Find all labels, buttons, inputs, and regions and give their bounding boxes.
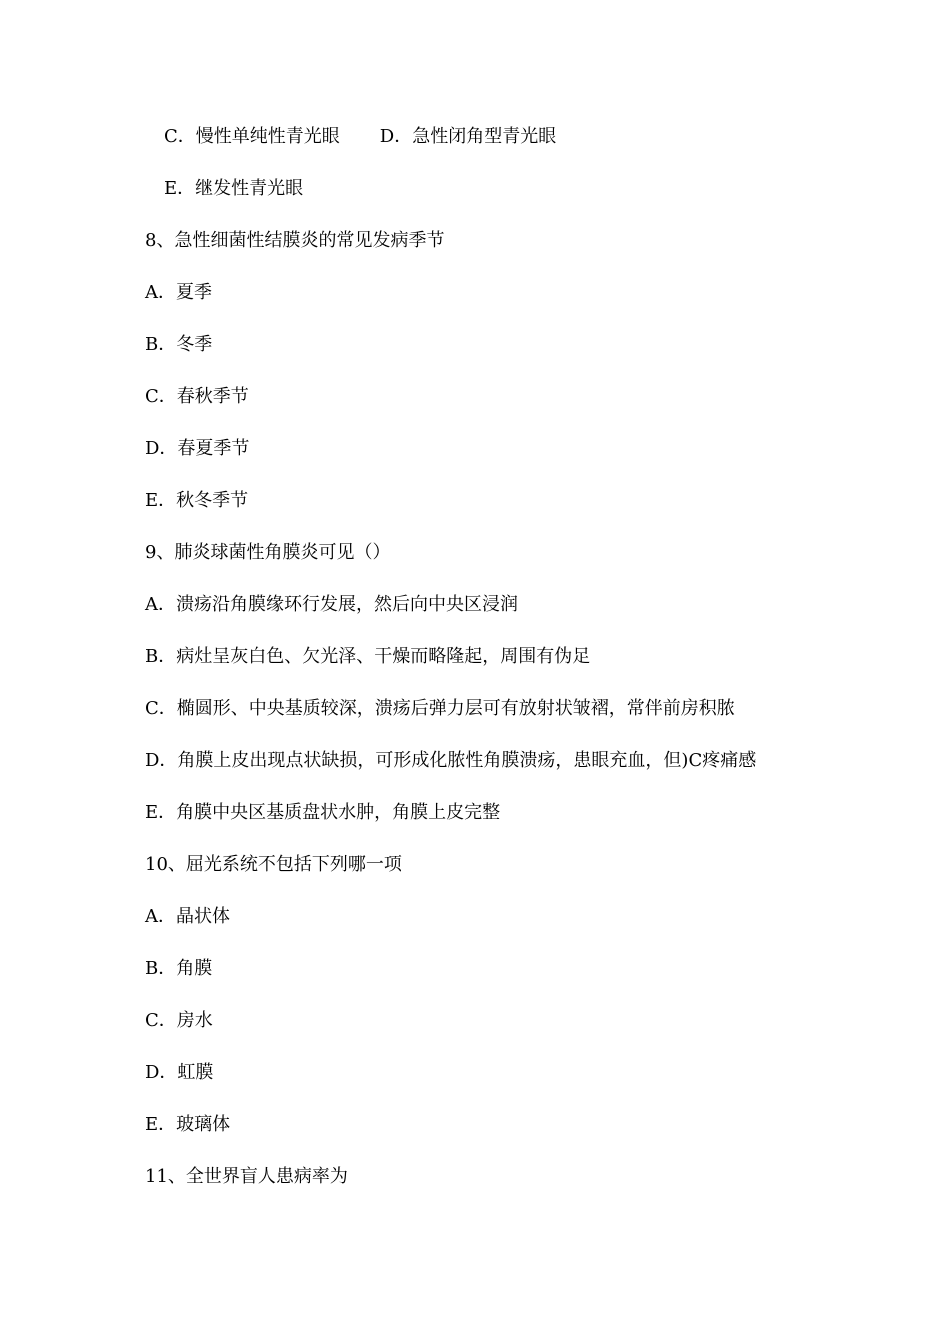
q7-option-d: D．急性闭角型青光眼 — [379, 126, 557, 147]
q8-option-d: D．春夏季节 — [145, 438, 250, 459]
q10-option-b: B．角膜 — [145, 958, 213, 979]
q8-stem: 8、急性细菌性结膜炎的常见发病季节 — [145, 230, 445, 251]
q9-option-c: C．椭圆形、中央基质较深，溃疡后弹力层可有放射状皱褶，常伴前房积脓 — [145, 698, 735, 719]
q7-option-c: C．慢性单纯性青光眼 — [164, 126, 340, 147]
q8-option-b: B．冬季 — [145, 334, 213, 355]
q11-stem: 11、全世界盲人患病率为 — [145, 1166, 348, 1187]
q9-option-b: B．病灶呈灰白色、欠光泽、干燥而略隆起，周围有伪足 — [145, 646, 591, 667]
q8-option-a: A．夏季 — [145, 282, 212, 303]
q10-option-a: A．晶状体 — [145, 906, 230, 927]
q10-option-c: C．房水 — [145, 1010, 213, 1031]
q10-stem: 10、屈光系统不包括下列哪一项 — [145, 854, 402, 875]
q9-option-e: E．角膜中央区基质盘状水肿，角膜上皮完整 — [145, 802, 501, 823]
q9-stem: 9、肺炎球菌性角膜炎可见（） — [145, 542, 391, 563]
q8-option-c: C．春秋季节 — [145, 386, 249, 407]
q7-option-e: E．继发性青光眼 — [164, 178, 304, 199]
q8-option-e: E．秋冬季节 — [145, 490, 249, 511]
q9-option-d: D．角膜上皮出现点状缺损，可形成化脓性角膜溃疡，患眼充血，但)C疼痛感 — [145, 750, 757, 771]
q10-option-d: D．虹膜 — [145, 1062, 214, 1083]
q10-option-e: E．玻璃体 — [145, 1114, 231, 1135]
q9-option-a: A．溃疡沿角膜缘环行发展，然后向中央区浸润 — [145, 594, 518, 615]
q7-options-cd — [164, 125, 556, 149]
